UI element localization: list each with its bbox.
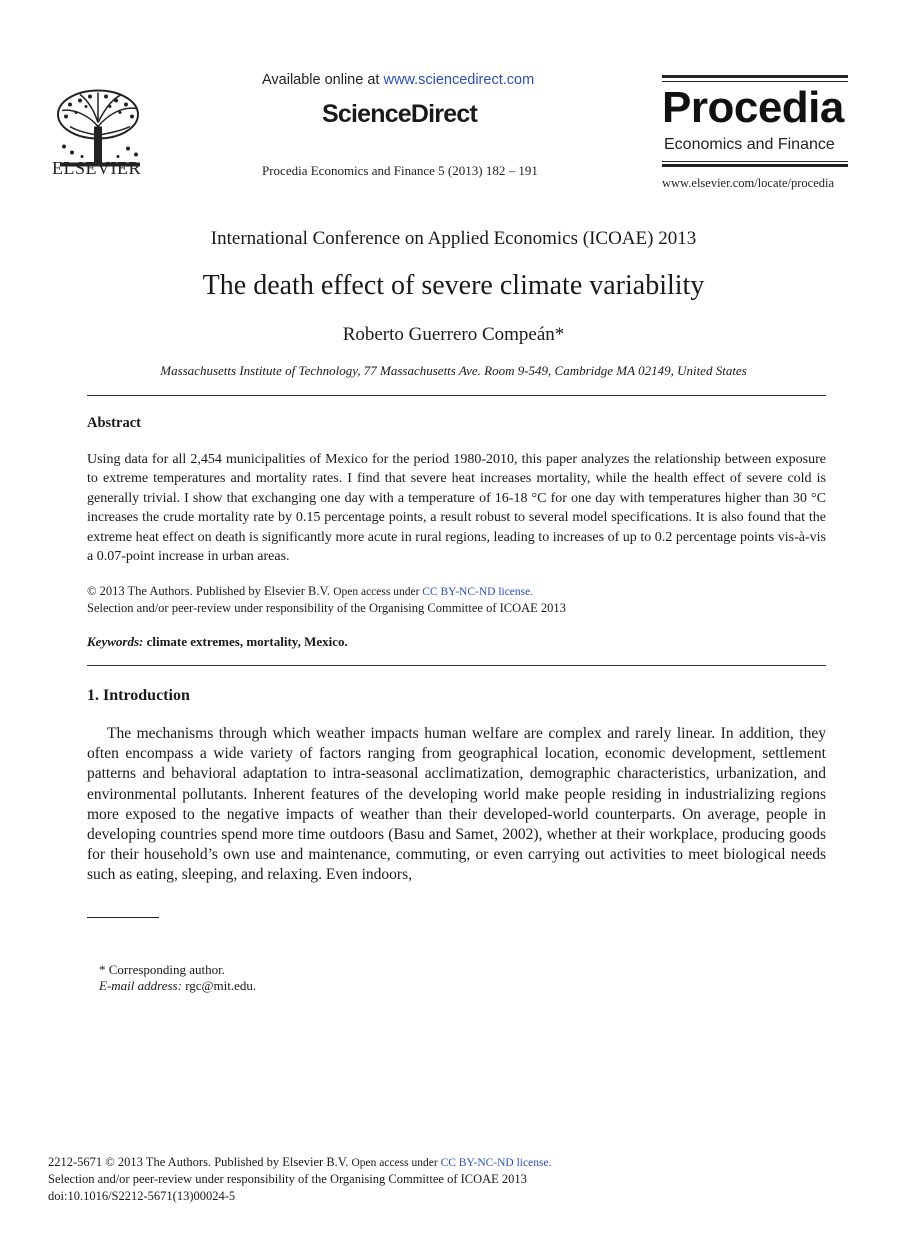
copyright-line bbox=[87, 584, 533, 599]
keywords-label: Keywords: bbox=[87, 634, 144, 649]
abstract-text: Using data for all 2,454 municipalities of Mexico for the period 1980-2010, this paper analyzes the relationship between exposure to extreme temperatures and mortality rates. I find that severe heat increases mortality, while the health effect of severe cold is generally trivial. I show that exchanging one day with a temperature of 16-18 °C for one day with temperatures higher than 30 °C increases the crude mortality rate by 0.15 percentage points, a result robust to several model specifications. It is also found that the extreme heat effect on death is significantly more acute in rural regions, leading to increases of up to 0.2 percentage points vis-à-vis a 0.07-point increase in urban areas. bbox=[87, 452, 826, 565]
introduction-paragraph: The mechanisms through which weather impacts human welfare are complex and rarely linear. In addition, they often encompass a wide variety of factors ranging from geographical location, economic development, settlement patterns and behavioral adaptation to intra-seasonal acclimatization, demographic characteristics, urbanization, and environmental pollutants. Inherent features of the developing world make people residing in industrializing regions more exposed to the negative impacts of weather than their developed-world counterparts. On average, people in developing countries spend more time outdoors (Basu and Samet, 2002), whether at their workplace, producing goods for their household’s own use and maintenance, commuting, or even carrying out activities to meet biological needs such as eating, sleeping, and relaxing. Even indoors, bbox=[87, 725, 826, 884]
author-name: Roberto Guerrero Compeán* bbox=[342, 324, 565, 345]
publisher-wordmark: ELSEVIER bbox=[52, 158, 141, 178]
open-access-label: Open access under bbox=[333, 586, 423, 598]
divider bbox=[87, 395, 826, 396]
sciencedirect-brand: ScienceDirect bbox=[322, 100, 477, 128]
procedia-rule bbox=[662, 81, 848, 82]
procedia-rule bbox=[662, 161, 848, 162]
procedia-title: Procedia bbox=[662, 83, 844, 132]
corresponding-author-note: * Corresponding author. bbox=[99, 962, 226, 977]
available-online-line bbox=[262, 72, 534, 88]
procedia-rule bbox=[662, 164, 848, 167]
sciencedirect-link[interactable]: www.sciencedirect.com bbox=[383, 72, 535, 88]
footer-doi[interactable]: doi:10.1016/S2212-5671(13)00024-5 bbox=[48, 1189, 236, 1203]
license-link[interactable]: CC BY-NC-ND license. bbox=[422, 586, 534, 598]
peer-review-note: Selection and/or peer-review under responsibility of the Organising Committee of ICOAE 2013 bbox=[87, 601, 566, 615]
footnote-divider bbox=[87, 917, 159, 918]
author-affiliation: Massachusetts Institute of Technology, 77 Massachusetts Ave. Room 9-549, Cambridge MA 02149, United States bbox=[160, 363, 747, 378]
available-prefix: Available online at bbox=[262, 72, 384, 88]
email-address[interactable]: rgc@mit.edu. bbox=[181, 978, 257, 993]
email-label: E-mail address: bbox=[99, 978, 182, 993]
section-heading: 1. Introduction bbox=[87, 687, 190, 704]
divider bbox=[87, 665, 826, 666]
footer-peer-review: Selection and/or peer-review under responsibility of the Organising Committee of ICOAE 2013 bbox=[48, 1172, 527, 1186]
footer-license-link[interactable]: CC BY-NC-ND license. bbox=[440, 1157, 552, 1169]
footer-open-access: Open access under bbox=[351, 1157, 441, 1169]
keywords-line bbox=[87, 634, 348, 650]
conference-name: International Conference on Applied Economics (ICOAE) 2013 bbox=[210, 228, 697, 249]
procedia-url[interactable]: www.elsevier.com/locate/procedia bbox=[662, 176, 835, 190]
journal-citation: Procedia Economics and Finance 5 (2013) 182 – 191 bbox=[262, 163, 538, 178]
email-note bbox=[99, 978, 256, 994]
footer-copyright bbox=[48, 1155, 551, 1170]
footer-copyright-prefix: 2212-5671 © 2013 The Authors. Published by Elsevier B.V. bbox=[48, 1155, 352, 1169]
procedia-subtitle: Economics and Finance bbox=[664, 136, 835, 153]
abstract-heading: Abstract bbox=[87, 415, 141, 431]
keywords-value: climate extremes, mortality, Mexico. bbox=[146, 634, 348, 649]
paper-title: The death effect of severe climate variability bbox=[202, 270, 705, 301]
procedia-rule bbox=[662, 75, 848, 78]
copyright-prefix: © 2013 The Authors. Published by Elsevier B.V. bbox=[87, 584, 334, 598]
